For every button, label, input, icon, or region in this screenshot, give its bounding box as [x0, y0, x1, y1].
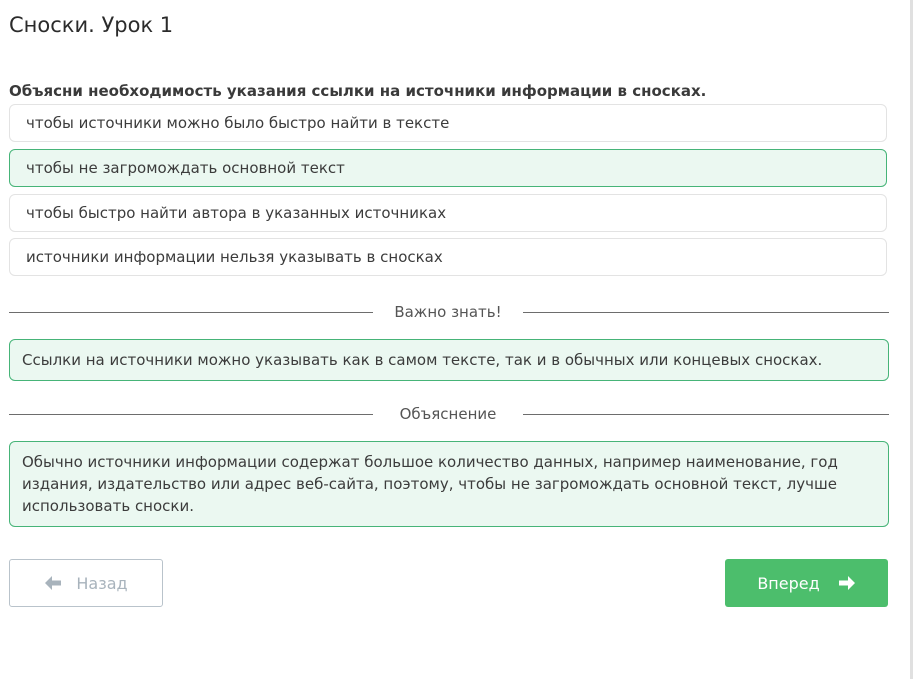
- next-button-label: Вперед: [757, 573, 820, 593]
- answer-option-4[interactable]: источники информации нельзя указывать в сносках: [9, 238, 887, 276]
- explanation-note: Обычно источники информации содержат большое количество данных, например наименование, год издания, издательство или адрес веб-сайта, поэтому, чтобы не загромождать основной текст, лучше использовать сноски.: [9, 441, 889, 527]
- explanation-divider: [9, 404, 889, 424]
- back-button[interactable]: [9, 559, 163, 607]
- important-note: Ссылки на источники можно указывать как в самом тексте, так и в обычных или концевых сносках.: [9, 339, 889, 381]
- back-button-label: Назад: [76, 573, 128, 593]
- explanation-heading: Объяснение: [399, 405, 497, 423]
- question-text: Объясни необходимость указания ссылки на источники информации в сносках.: [9, 82, 707, 100]
- arrow-left-icon: [44, 575, 62, 591]
- arrow-right-icon: [838, 575, 856, 591]
- answer-option-1[interactable]: чтобы источники можно было быстро найти в тексте: [9, 104, 887, 142]
- answer-option-3[interactable]: чтобы быстро найти автора в указанных источниках: [9, 194, 887, 232]
- divider-line-right: [523, 312, 889, 313]
- important-divider: [9, 302, 889, 322]
- divider-line-right: [523, 414, 889, 415]
- answer-option-2-selected[interactable]: чтобы не загромождать основной текст: [9, 149, 887, 187]
- next-button[interactable]: [725, 559, 888, 607]
- divider-line-left: [9, 312, 373, 313]
- divider-line-left: [9, 414, 373, 415]
- page-title: Сноски. Урок 1: [9, 13, 174, 37]
- important-heading: Важно знать!: [394, 303, 502, 321]
